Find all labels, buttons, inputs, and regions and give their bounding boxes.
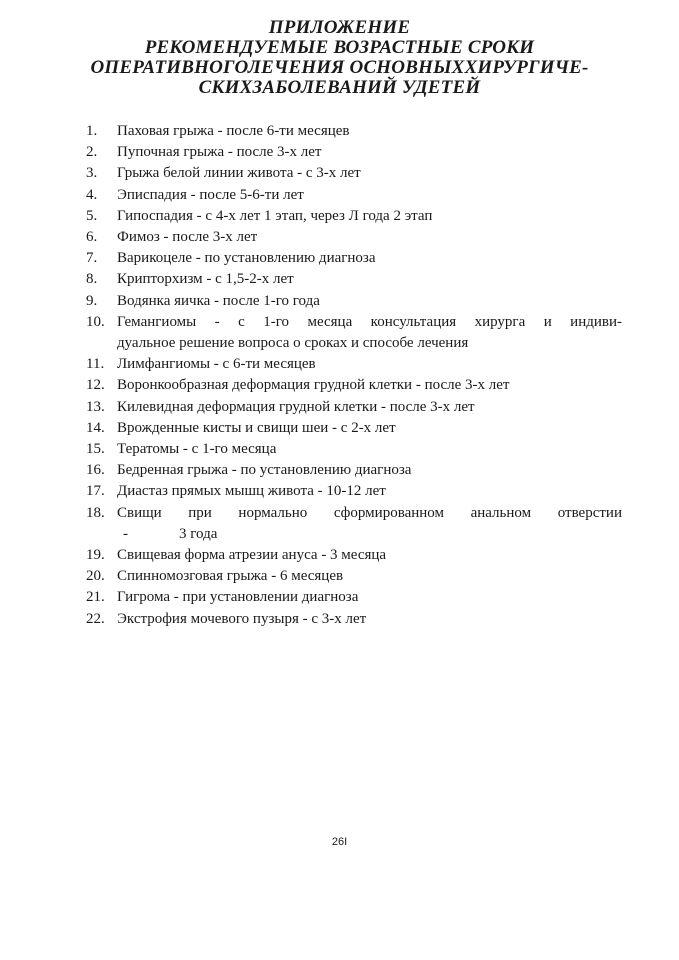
item-text: Бедренная грыжа - по установлению диагноза [117, 462, 412, 479]
item-number: 19. [86, 547, 105, 564]
list-item [86, 163, 626, 184]
item-number: 22. [86, 610, 105, 627]
appendix-title [0, 18, 679, 98]
list-item [86, 375, 626, 396]
list-item [86, 481, 626, 502]
item-text: Эписпадия - после 5-6-ти лет [117, 186, 304, 203]
item-text: Грыжа белой линии живота - с 3-х лет [117, 165, 361, 182]
title-line-1: ПРИЛОЖЕНИЕ [268, 17, 411, 38]
list-item [86, 418, 626, 439]
item-number: 16. [86, 462, 105, 479]
list-item [86, 206, 626, 227]
list-item [86, 397, 626, 418]
list-item [86, 248, 626, 269]
item-text: Свищи при нормально сформированном анальном отверстии [117, 504, 622, 521]
item-text: Варикоцеле - по установлению диагноза [117, 250, 376, 267]
item-number: 13. [86, 398, 105, 415]
list-item [86, 121, 626, 142]
item-continuation-value: 3 года [179, 525, 218, 542]
list-item [86, 587, 626, 608]
item-text-continuation: дуальное решение вопроса о сроках и способе лечения [117, 335, 469, 352]
list-item [86, 312, 626, 354]
item-number: 2. [86, 144, 98, 161]
item-text-continuation [117, 524, 626, 545]
item-number: 10. [86, 313, 105, 330]
item-text: Врожденные кисты и свищи шеи - с 2-х лет [117, 419, 396, 436]
item-number: 4. [86, 186, 98, 203]
list-item [86, 545, 626, 566]
item-number: 12. [86, 377, 105, 394]
item-number: 11. [86, 356, 105, 373]
item-number: 17. [86, 483, 105, 500]
surgery-age-list [86, 121, 626, 630]
item-text: Гипоспадия - с 4-х лет 1 этап, через Л года 2 этап [117, 207, 433, 224]
item-number: 9. [86, 292, 98, 309]
title-line-4: СКИХЗАБОЛЕВАНИЙ УДЕТЕЙ [198, 77, 481, 98]
item-text: Диастаз прямых мышц живота - 10-12 лет [117, 483, 386, 500]
list-item [86, 227, 626, 248]
title-line-2: РЕКОМЕНДУЕМЫЕ ВОЗРАСТНЫЕ СРОКИ [144, 37, 535, 58]
item-text: Гигрома - при установлении диагноза [117, 589, 359, 606]
list-item [86, 142, 626, 163]
item-text: Лимфангиомы - с 6-ти месяцев [117, 356, 316, 373]
item-text: Крипторхизм - с 1,5-2-х лет [117, 271, 294, 288]
item-number: 7. [86, 250, 98, 267]
item-text: Паховая грыжа - после 6-ти месяцев [117, 123, 350, 139]
item-number: 21. [86, 589, 105, 606]
item-number: 18. [86, 504, 105, 521]
page-number: 26I [331, 836, 348, 848]
list-item [86, 269, 626, 290]
list-item [86, 566, 626, 587]
list-item [86, 503, 626, 545]
item-text: Пупочная грыжа - после 3-х лет [117, 144, 322, 161]
item-number: 1. [86, 123, 98, 139]
item-text: Свищевая форма атрезии ануса - 3 месяца [117, 547, 387, 564]
list-item [86, 460, 626, 481]
list-item [86, 354, 626, 375]
list-item [86, 291, 626, 312]
item-number: 14. [86, 419, 105, 436]
item-number: 15. [86, 441, 105, 458]
item-text: Экстрофия мочевого пузыря - с 3-х лет [117, 610, 367, 627]
list-item [86, 185, 626, 206]
item-text: Килевидная деформация грудной клетки - после 3-х лет [117, 398, 475, 415]
list-item [86, 609, 626, 630]
item-number: 5. [86, 207, 98, 224]
title-line-3: ОПЕРАТИВНОГОЛЕЧЕНИЯ ОСНОВНЫХХИРУРГИЧЕ- [90, 57, 589, 78]
item-text: Тератомы - с 1-го месяца [117, 441, 277, 458]
item-text: Спинномозговая грыжа - 6 месяцев [117, 568, 344, 585]
item-number: 6. [86, 229, 98, 246]
item-number: 20. [86, 568, 105, 585]
item-dash: - [123, 525, 128, 542]
item-text: Водянка яичка - после 1-го года [117, 292, 320, 309]
item-text: Фимоз - после 3-х лет [117, 229, 258, 246]
list-item [86, 439, 626, 460]
item-number: 3. [86, 165, 98, 182]
item-text: Гемангиомы - с 1-го месяца консультация хирурга и индиви- [117, 313, 622, 330]
item-text: Воронкообразная деформация грудной клетки - после 3-х лет [117, 377, 510, 394]
item-number: 8. [86, 271, 98, 288]
